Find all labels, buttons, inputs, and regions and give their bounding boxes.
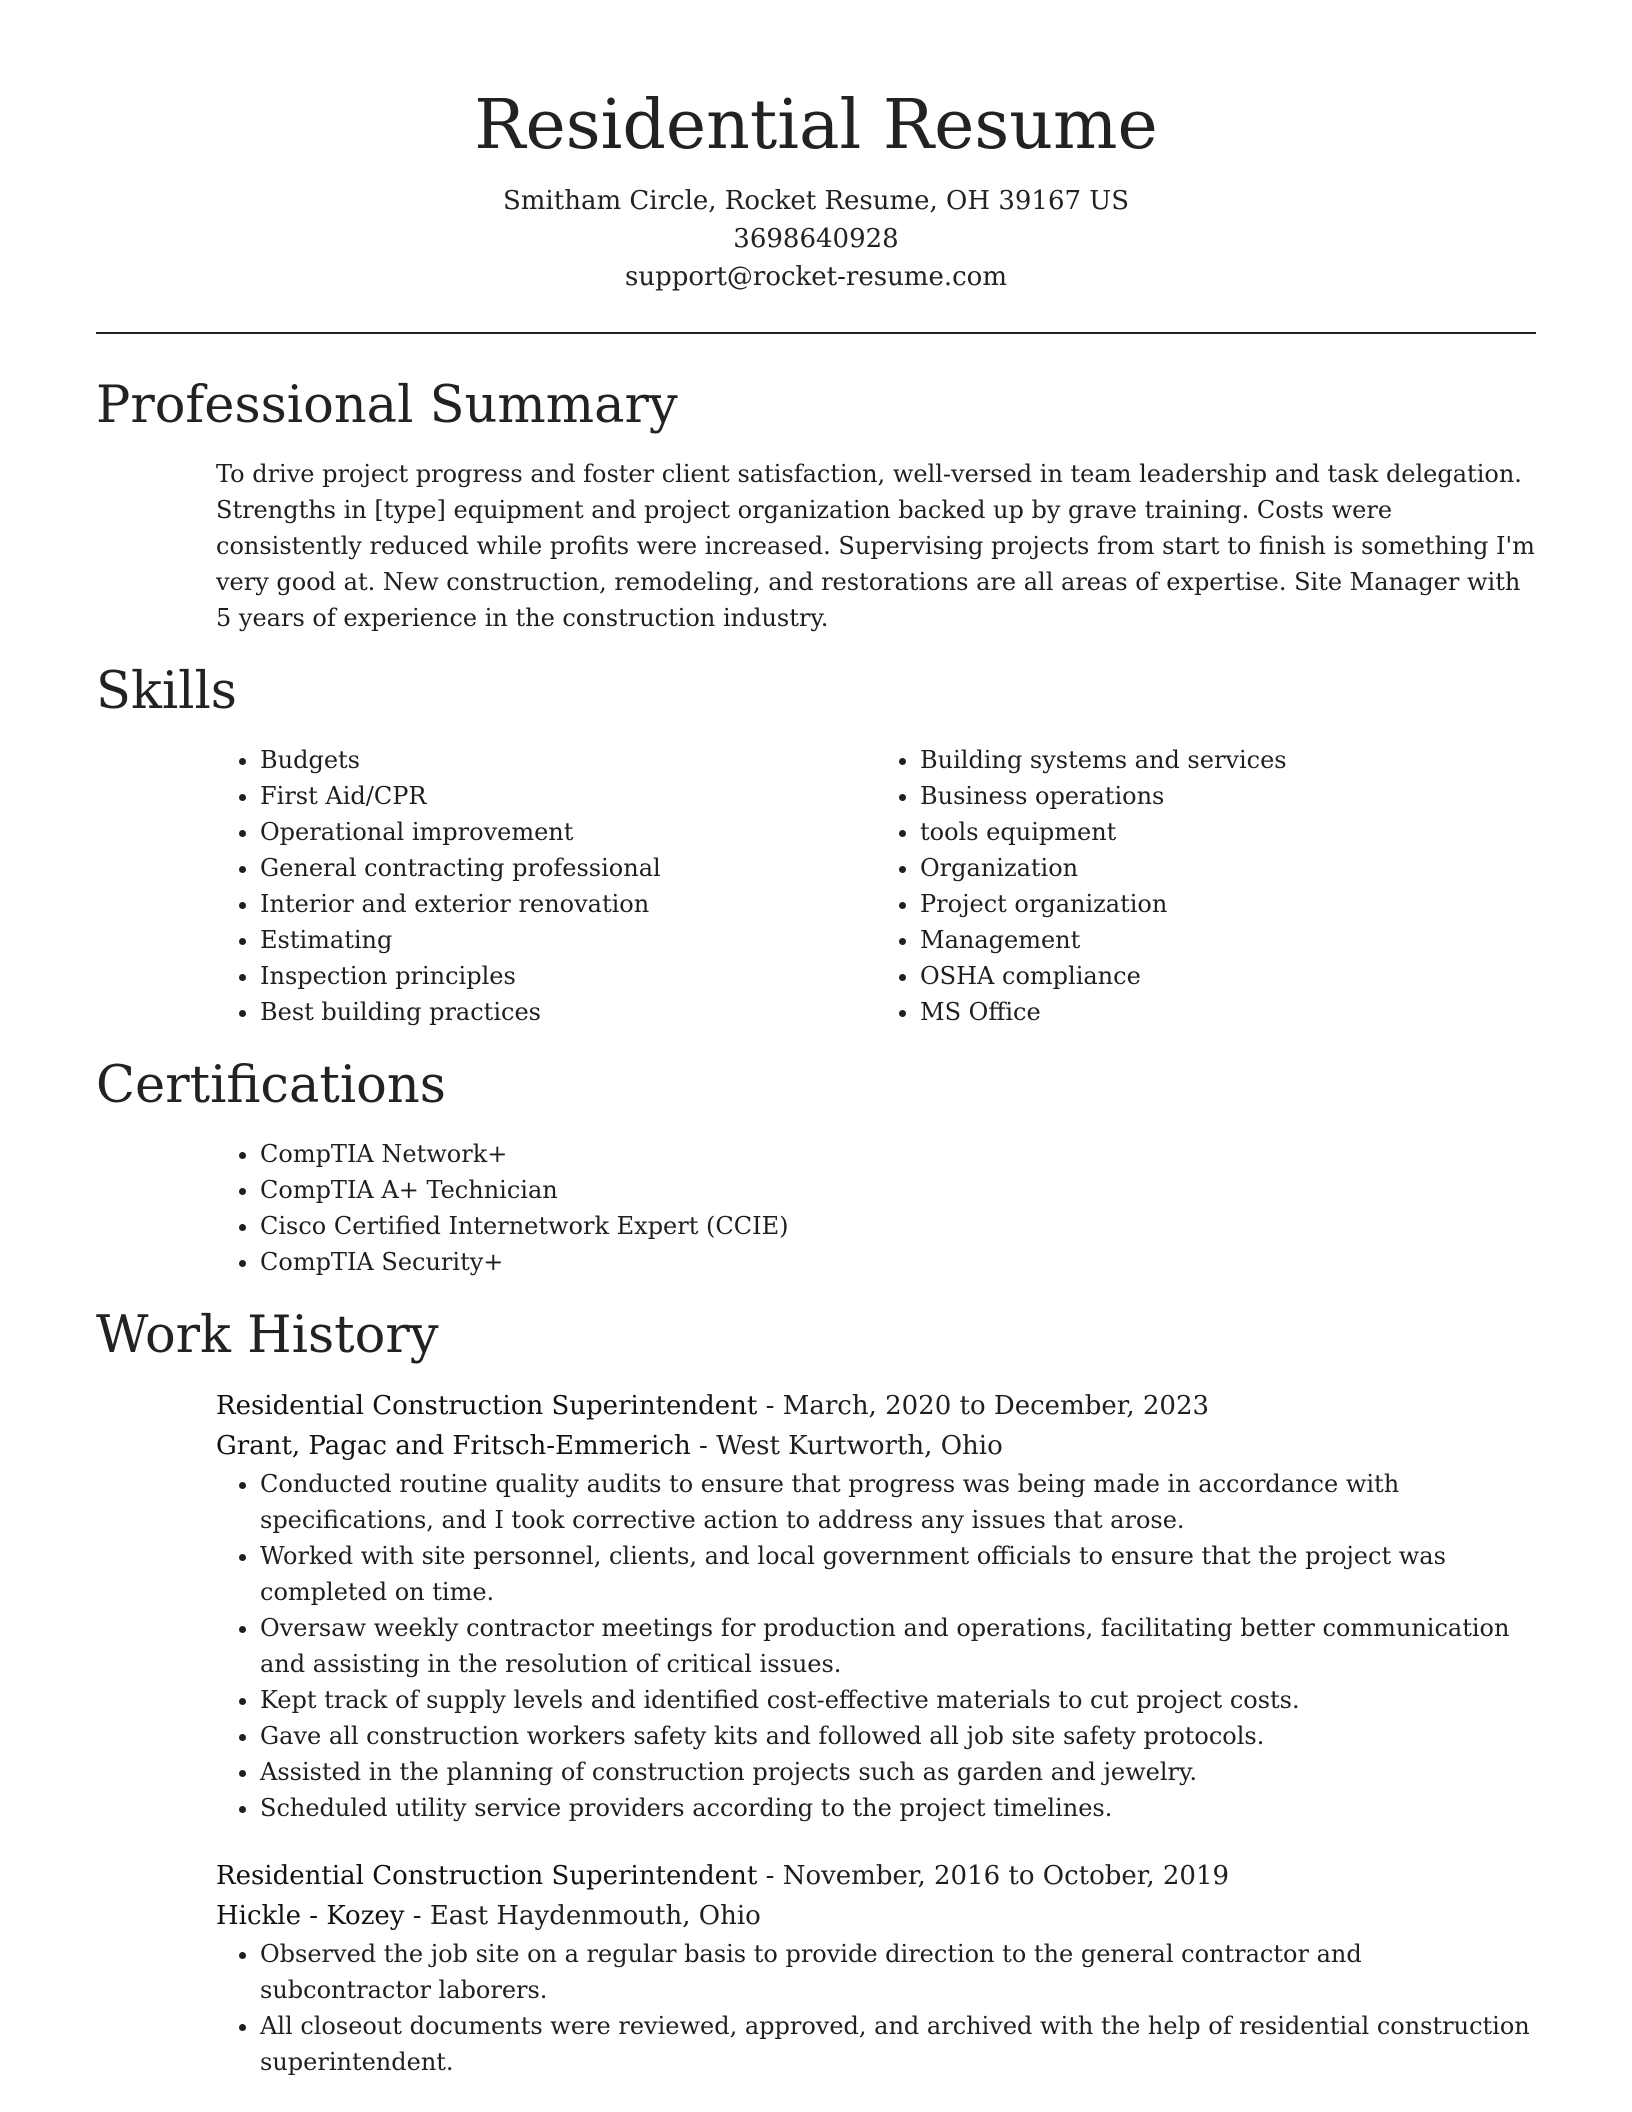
resume-header xyxy=(96,0,1536,296)
job-title: Residential Construction Superintendent xyxy=(216,1861,758,1891)
skill-item: • Organization xyxy=(920,850,1536,886)
job-entry xyxy=(216,1386,1536,1826)
certifications-section xyxy=(96,1056,1536,1280)
job-company-line xyxy=(216,1426,1536,1466)
skill-item: • Budgets xyxy=(260,742,876,778)
job-separator: - xyxy=(757,1861,783,1891)
header-divider xyxy=(96,332,1536,334)
job-title: Residential Construction Superintendent xyxy=(216,1391,758,1421)
summary-heading: Professional Summary xyxy=(96,376,678,435)
job-separator: - xyxy=(690,1431,717,1461)
contact-block xyxy=(96,182,1536,296)
summary-section xyxy=(96,376,1536,636)
skill-item: • First Aid/CPR xyxy=(260,778,876,814)
job-company: Grant, Pagac and Fritsch-Emmerich xyxy=(216,1431,691,1461)
job-entry xyxy=(216,1856,1536,2080)
work-history-section xyxy=(96,1306,1536,2080)
skill-item: • MS Office xyxy=(920,994,1536,1030)
certification-item: • Cisco Certified Internetwork Expert (CCIE) xyxy=(260,1208,1536,1244)
job-bullet: • Conducted routine quality audits to ensure that progress was being made in accordance with specifications, and I took corrective action to address any issues that arose. xyxy=(260,1466,1536,1538)
skill-item: • Operational improvement xyxy=(260,814,876,850)
work-history-heading: Work History xyxy=(96,1306,439,1365)
skill-item: • Management xyxy=(920,922,1536,958)
job-bullet: • Worked with site personnel, clients, and local government officials to ensure that the project was completed on time. xyxy=(260,1538,1536,1610)
skill-item: • Inspection principles xyxy=(260,958,876,994)
job-bullet-list xyxy=(216,1466,1536,1826)
skill-item: • OSHA compliance xyxy=(920,958,1536,994)
job-separator: - xyxy=(757,1391,783,1421)
resume-name: Residential Resume xyxy=(474,86,1158,165)
summary-text: To drive project progress and foster client satisfaction, well-versed in team leadership and task delegation. Strengths in [type] equipment and project organization backed up by grave training. Costs were consistently reduced while profits were increased. Supervising projects from start to finish is something I'm very good at. New construction, remodeling, and restorations are all areas of expertise. Site Manager with 5 years of experience in the construction industry. xyxy=(216,460,1535,632)
skill-item: • Business operations xyxy=(920,778,1536,814)
job-bullet: • Gave all construction workers safety kits and followed all job site safety protocols. xyxy=(260,1718,1536,1754)
skills-list-right xyxy=(876,742,1536,1030)
skill-item: • Best building practices xyxy=(260,994,876,1030)
skills-grid xyxy=(216,742,1536,1030)
job-dates: November, 2016 to October, 2019 xyxy=(782,1861,1230,1891)
skill-item: • Project organization xyxy=(920,886,1536,922)
contact-phone: 3698640928 xyxy=(733,224,899,254)
skills-list-left xyxy=(216,742,876,1030)
certification-item: • CompTIA A+ Technician xyxy=(260,1172,1536,1208)
job-location: East Haydenmouth, Ohio xyxy=(429,1901,761,1931)
skill-item: • General contracting professional xyxy=(260,850,876,886)
job-company-line xyxy=(216,1896,1536,1936)
job-bullet: • Oversaw weekly contractor meetings for production and operations, facilitating better communication and assisting in the resolution of critical issues. xyxy=(260,1610,1536,1682)
job-company: Hickle - Kozey xyxy=(216,1901,405,1931)
job-bullet-list xyxy=(216,1936,1536,2080)
skills-heading: Skills xyxy=(96,662,237,721)
skill-item: • Building systems and services xyxy=(920,742,1536,778)
job-title-line xyxy=(216,1386,1536,1426)
certifications-list xyxy=(216,1136,1536,1280)
job-dates: March, 2020 to December, 2023 xyxy=(782,1391,1210,1421)
job-bullet: • Scheduled utility service providers according to the project timelines. xyxy=(260,1790,1536,1826)
contact-email: support@rocket-resume.com xyxy=(624,262,1007,292)
job-location: West Kurtworth, Ohio xyxy=(716,1431,1003,1461)
resume-page xyxy=(96,0,1536,2080)
skill-item: • tools equipment xyxy=(920,814,1536,850)
job-bullet: • Observed the job site on a regular basis to provide direction to the general contractor and subcontractor laborers. xyxy=(260,1936,1536,2008)
job-bullet: • All closeout documents were reviewed, approved, and archived with the help of residential construction superintendent. xyxy=(260,2008,1536,2080)
contact-address: Smitham Circle, Rocket Resume, OH 39167 US xyxy=(502,186,1130,216)
skills-section xyxy=(96,662,1536,1030)
job-bullet: • Kept track of supply levels and identified cost-effective materials to cut project costs. xyxy=(260,1682,1536,1718)
certifications-heading: Certifications xyxy=(96,1056,446,1115)
certifications-body xyxy=(216,1136,1536,1280)
certification-item: • CompTIA Network+ xyxy=(260,1136,1536,1172)
certification-item: • CompTIA Security+ xyxy=(260,1244,1536,1280)
skill-item: • Estimating xyxy=(260,922,876,958)
job-bullet: • Assisted in the planning of construction projects such as garden and jewelry. xyxy=(260,1754,1536,1790)
skill-item: • Interior and exterior renovation xyxy=(260,886,876,922)
job-separator: - xyxy=(404,1901,430,1931)
job-title-line xyxy=(216,1856,1536,1896)
